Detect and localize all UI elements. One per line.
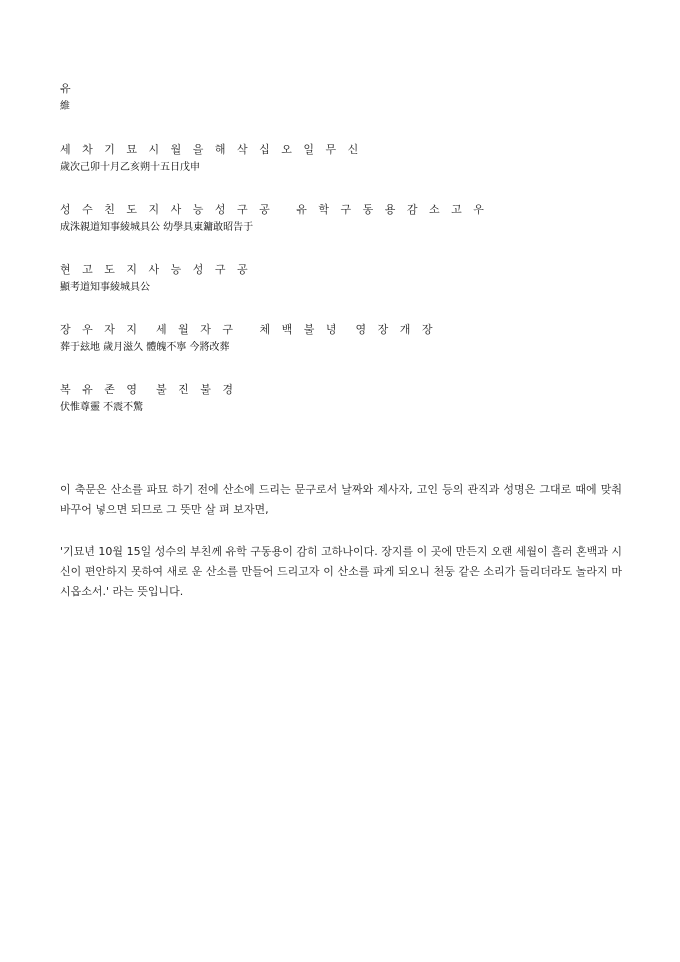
stanza-hangul: 장 우 자 지 세 월 자 구 체 백 불 녕 영 장 개 장 [60, 323, 437, 336]
translation-paragraph: '기묘년 10월 15일 성수의 부친께 유학 구동용이 감히 고하나이다. 장지를 이 곳에 만든지 오랜 세월이 흘러 혼백과 시신이 편안하지 못하여 새로 운 산소를 만들어 드리고자 이 산소를 파게 되오니 천둥 같은 소리가 들리더라도 놀라지 마시옵소서.' 라는 뜻입니다. [60, 545, 622, 598]
invocation-hanja: 維 [60, 101, 70, 112]
stanza-hanja: 伏惟尊靈 不震不驚 [60, 402, 144, 413]
stanza-hangul: 복 유 존 영 불 진 불 경 [60, 383, 237, 396]
stanza-closing [60, 383, 640, 414]
stanza-hanja: 成洙親道知事綾城具公 幼學具東鏞敢昭告于 [60, 222, 254, 233]
explanation-paragraph: 이 축문은 산소를 파묘 하기 전에 산소에 드리는 문구로서 날짜와 제사자, 고인 등의 관직과 성명은 그대로 때에 맞춰 바꾸어 넣으면 되므로 그 뜻만 살 펴 보자면, [60, 483, 622, 516]
stanza-hangul: 현 고 도 지 사 능 성 구 공 [60, 263, 252, 276]
stanza-officiant [60, 203, 640, 234]
stanza-reburial [60, 323, 640, 354]
stanza-hanja: 葬于玆地 歲月滋久 體魄不寧 今將改葬 [60, 342, 230, 353]
stanza-hanja: 歲次己卯十月乙亥朔十五日戊申 [60, 162, 200, 173]
invocation-block [60, 82, 640, 113]
stanza-deceased [60, 263, 640, 294]
invocation-hangul: 유 [60, 82, 75, 95]
stanza-date [60, 143, 640, 174]
stanza-hangul: 세 차 기 묘 시 월 을 해 삭 십 오 일 무 신 [60, 143, 363, 156]
stanza-hangul: 성 수 친 도 지 사 능 성 구 공 유 학 구 동 용 감 소 고 우 [60, 203, 488, 216]
stanza-hanja: 顯考道知事綾城具公 [60, 282, 150, 293]
